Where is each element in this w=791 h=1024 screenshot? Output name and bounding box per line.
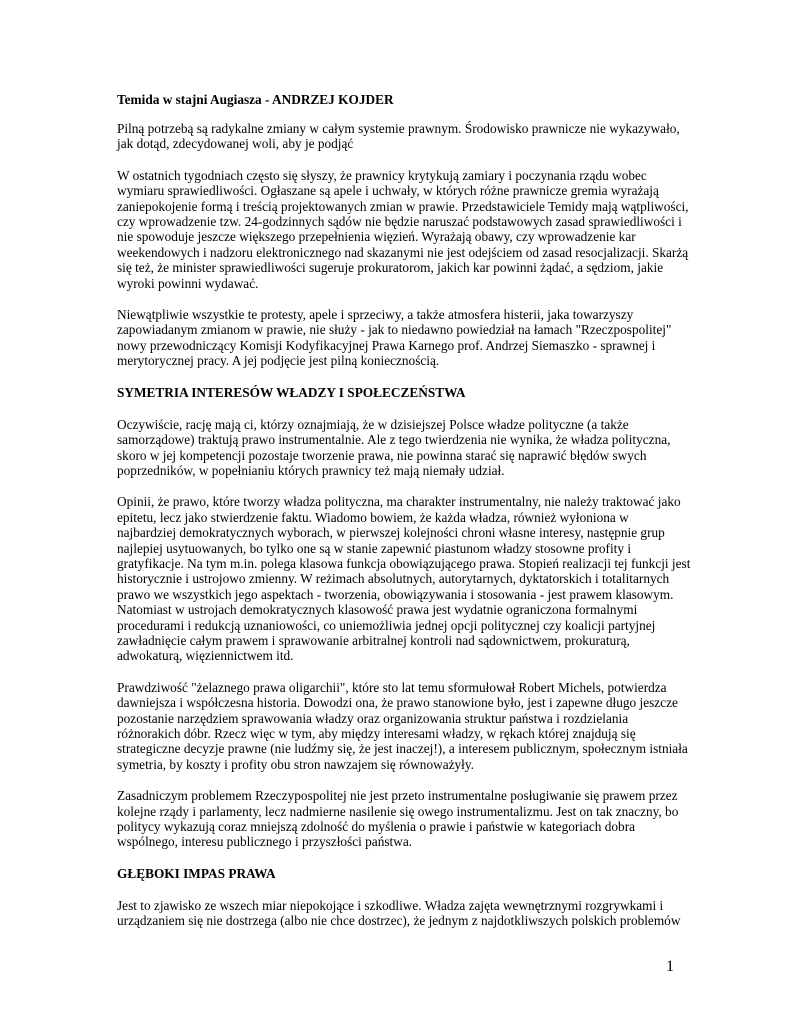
paragraph-line: najbardziej demokratycznych wyborach, w pierwszej kolejności chroni własne interesy, następnie grup	[117, 525, 665, 541]
paragraph-line: urządzaniem się nie dostrzega (albo nie chce dostrzec), że jednym z najdotkliwszych polskich problemów	[117, 913, 681, 929]
paragraph-line: strategiczne decyzje prawne (nie ludźmy się, że jest inaczej!), a interesem publicznym, społecznym istniała	[117, 741, 688, 757]
paragraph	[117, 897, 681, 929]
paragraph-line: najlepiej usytuowanych, bo tylko one są w stanie zapewnić piastunom władzy stosowne profity i	[117, 540, 632, 556]
paragraph-line: gratyfikacje. Na tym m.in. polega klasowa funkcja obowiązującego prawa. Stopień realizacji tej funkcji jest	[117, 555, 691, 571]
paragraph-line: samorządowe) traktują prawo instrumentalnie. Ale z tego twierdzenia nie wynika, że władza polityczna,	[117, 432, 671, 448]
paragraph-line: kolejne rządy i parlamenty, lecz nadmierne nasilenie się owego instrumentalizmu. Jest on tak znaczny, bo	[117, 803, 679, 819]
paragraph-line: wyroki powinni wydawać.	[117, 275, 259, 291]
paragraph	[117, 417, 677, 479]
paragraph-line: Pilną potrzebą są radykalne zmiany w całym systemie prawnym. Środowisko prawnicze nie wykazywało,	[117, 121, 680, 136]
paragraph-line: Oczywiście, rację mają ci, którzy oznajmiają, że w dzisiejszej Polsce władze polityczne (a także	[117, 416, 629, 432]
paragraph-line: adwokaturą, więziennictwem itd.	[117, 648, 294, 664]
paragraph-line: weekendowych i nadzoru elektronicznego nad skazanymi nie jest odejściem od zasad resocjalizacji. Skarżą	[117, 244, 689, 260]
document-title: Temida w stajni Augiasza - ANDRZEJ KOJDER	[117, 92, 394, 107]
paragraph	[117, 307, 677, 369]
paragraph-line: czy wprowadzenie tzw. 24-godzinnych sądów nie będzie naruszać podstawowych zasad sprawiedliwości i	[117, 214, 682, 230]
paragraph-line: Opinii, że prawo, które tworzy władza polityczna, ma charakter instrumentalny, nie należy traktować jako	[117, 494, 681, 510]
paragraph-line: prawo we wszystkich jego aspektach - tworzenia, obowiązywania i stosowania - jest prawem klasowym.	[117, 586, 674, 602]
paragraph-line: pozostanie narzędziem sprawowania władzy oraz organizowania struktur państwa i rozdzielania	[117, 710, 629, 726]
paragraph-line: W ostatnich tygodniach często się słyszy, że prawnicy krytykują zamiary i poczynania rządu wobec	[117, 167, 647, 183]
paragraph-line: poprzedników, w popełnianiu których prawnicy też mają niemały udział.	[117, 462, 505, 478]
paragraph	[117, 788, 677, 850]
page-number: 1	[666, 958, 674, 975]
section-heading	[117, 866, 677, 882]
paragraph	[117, 494, 691, 664]
paragraph-line: różnorakich dóbr. Rzecz więc w tym, aby między interesami władzy, w rękach której znajdują się	[117, 726, 636, 741]
paragraph-line: zapowiadanym zmianom w prawie, nie służy - jak to niedawno powiedział na łamach "Rzeczpospolitej"	[117, 322, 672, 338]
paragraph	[117, 167, 689, 291]
paragraph-line: skoro w jej kompetencji pozostaje tworzenie prawa, nie powinna starać się naprawić błędów swych	[117, 447, 647, 463]
paragraph-line: merytorycznej pracy. A jej podjęcie jest pilną koniecznością.	[117, 353, 440, 369]
heading-text: SYMETRIA INTERESÓW WŁADZY I SPOŁECZEŃSTWA	[117, 384, 466, 400]
paragraph-line: epitetu, lecz jako stwierdzenie faktu. Wiadomo bowiem, że każda władza, również wyłoniona w	[117, 509, 629, 525]
paragraph-line: procedurami i redukcją uznaniowości, co uniemożliwia jednej opcji politycznej czy koalicji partyjnej	[117, 617, 656, 633]
paragraph-line: wspólnego, interesu publicznego i przyszłości państwa.	[117, 834, 413, 850]
paragraph-line: zaniepokojenie formą i treścią projektowanych zmian w prawie. Przedstawiciele Temidy mają wątpliwości,	[117, 198, 689, 214]
paragraph-line: symetria, by koszty i profity obu stron nawzajem się równoważyły.	[117, 756, 474, 772]
section-heading	[117, 385, 677, 401]
paragraph-line: politycy wykazują coraz mniejszą zdolność do myślenia o prawie i państwie w kategoriach dobra	[117, 819, 636, 835]
paragraph-line: dawniejsza i współczesna historia. Dowodzi ona, że prawo stanowione było, jest i zapewne długo jeszcze	[117, 695, 678, 711]
paragraph-line: Natomiast w ustrojach demokratycznych klasowość prawa jest wydatnie ograniczona formalnymi	[117, 602, 638, 618]
paragraph-line: Niewątpliwie wszystkie te protesty, apele i sprzeciwy, a także atmosfera histerii, jaka towarzyszy	[117, 307, 634, 323]
paragraph-line: Prawdziwość "żelaznego prawa oligarchii", które sto lat temu sformułował Robert Michels, potwierdza	[117, 679, 667, 695]
paragraph-line: wymiaru sprawiedliwości. Ogłaszane są apele i uchwały, w których różne prawnicze gremia wyrażają	[117, 183, 659, 199]
paragraph-line: Zasadniczym problemem Rzeczypospolitej nie jest przeto instrumentalne posługiwanie się prawem przez	[117, 788, 678, 804]
paragraph-line: zawładnięcie całym prawem i sprawowanie arbitralnej kontroli nad sądownictwem, prokuraturą,	[117, 632, 630, 648]
paragraph-line: jak dotąd, zdecydowanej woli, aby je podjąć	[117, 136, 354, 152]
paragraph	[117, 121, 680, 152]
paragraph	[117, 679, 688, 772]
paragraph-line: nowy przewodniczący Komisji Kodyfikacyjnej Prawa Karnego prof. Andrzej Siemaszko - sprawnej i	[117, 337, 656, 353]
paragraph-line: historycznie i ustrojowo zmienny. W reżimach absolutnych, autorytarnych, dyktatorskich i totalitarnych	[117, 571, 670, 587]
heading-text: GŁĘBOKI IMPAS PRAWA	[117, 865, 276, 881]
paragraph-line: się też, że minister sprawiedliwości sugeruje prokuratorom, jakich kar powinni żądać, a sędziom, jakie	[117, 260, 664, 276]
paragraph-line: nie spowoduje jeszcze większego przepełnienia więzień. Wyrażają obawy, czy wprowadzenie kar	[117, 229, 636, 245]
paragraph-line: Jest to zjawisko ze wszech miar niepokojące i szkodliwe. Władza zajęta wewnętrznymi rozgrywkami i	[117, 897, 664, 913]
document-page	[117, 92, 691, 945]
document-body	[117, 121, 691, 929]
